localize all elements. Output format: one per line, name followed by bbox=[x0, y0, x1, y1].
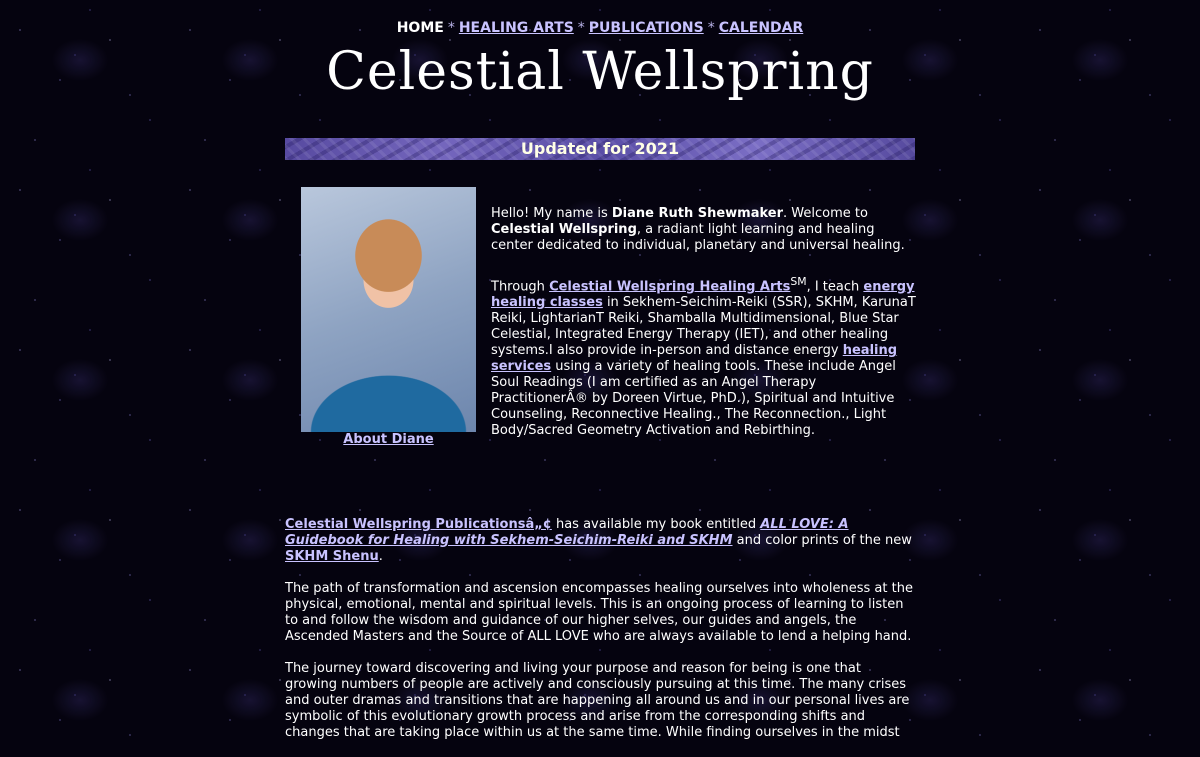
update-banner-text: Updated for 2021 bbox=[520, 139, 680, 158]
nav-calendar-link[interactable]: CALENDAR bbox=[718, 20, 804, 36]
publications-link[interactable]: Celestial Wellspring Publicationsâ„¢ bbox=[285, 517, 552, 532]
body-text: has available my book entitled bbox=[551, 517, 761, 532]
service-mark: SM bbox=[790, 275, 807, 288]
intro-text: . Welcome to bbox=[783, 206, 868, 221]
site-title: Celestial Wellspring bbox=[326, 42, 874, 102]
healing-services-link[interactable]: healing services bbox=[491, 343, 898, 375]
energy-healing-classes-link[interactable]: energy healing classes bbox=[491, 279, 915, 311]
author-name: Diane Ruth Shewmaker bbox=[611, 206, 784, 221]
intro-paragraph-1 bbox=[491, 206, 916, 254]
publications-paragraph bbox=[285, 517, 917, 565]
transformation-paragraph: The path of transformation and ascension encompasses healing ourselves into wholeness at the physical, emotional, mental and spiritual levels. This is an ongoing process of learning to listen to and follow the wisdom and guidance of our higher selves, our guides and angels, the Ascended Masters and the Source of ALL LOVE who are always available to lend a helping hand. bbox=[285, 581, 913, 644]
nav-healing-arts-link[interactable]: HEALING ARTS bbox=[458, 20, 574, 36]
body-text: and color prints of the new bbox=[732, 533, 912, 548]
intro-section bbox=[491, 206, 916, 459]
healing-arts-link[interactable]: Celestial Wellspring Healing Arts bbox=[549, 279, 791, 295]
intro-text: using a variety of healing tools. These include Angel Soul Readings (I am certified as an Angel Therapy PractitionerÂ® by Doreen Virtue, PhD.), Spiritual and Intuitive Counseling, Reconnective Healing., The Reconnection., Light Body/Sacred Geometry Activation and Rebirthing. bbox=[491, 359, 896, 439]
top-navigation bbox=[0, 20, 1200, 36]
intro-text: , a radiant light learning and healing center dedicated to individual, planetary and universal healing. bbox=[491, 222, 905, 253]
update-banner bbox=[285, 138, 915, 160]
main-content bbox=[285, 517, 917, 757]
nav-separator: * bbox=[577, 20, 585, 36]
book-title: ALL LOVE: A Guidebook for Healing with Sekhem-Seichim-Reiki and SKHM bbox=[285, 517, 849, 548]
nav-separator: * bbox=[447, 20, 455, 36]
nav-separator: * bbox=[707, 20, 715, 36]
about-diane-link[interactable]: About Diane bbox=[343, 432, 434, 447]
intro-text: Hello! My name is bbox=[491, 206, 612, 221]
intro-paragraph-2 bbox=[491, 274, 916, 439]
nav-home-link[interactable]: HOME bbox=[396, 20, 444, 36]
journey-paragraph: The journey toward discovering and living your purpose and reason for being is one that growing numbers of people are actively and consciously pursuing at this time. The many crises and outer dramas and transitions that are happening all around us and in our personal lives are symbolic of this evolutionary growth process and arise from the corresponding shifts and changes that are taking place within us at the same time. While finding ourselves in the midst bbox=[285, 661, 910, 740]
body-text: . bbox=[378, 549, 383, 564]
skhm-shenu-link[interactable]: SKHM Shenu bbox=[285, 549, 379, 564]
portrait-image bbox=[301, 187, 476, 432]
intro-text: Through bbox=[491, 279, 550, 295]
nav-publications-link[interactable]: PUBLICATIONS bbox=[588, 20, 704, 36]
intro-text: in Sekhem-Seichim-Reiki (SSR), SKHM, KarunaT Reiki, LightarianT Reiki, Shamballa Multidimensional, Blue Star Celestial, Integrated Energy Therapy (IET), and other healing systems.I also provide in-person and distance energy bbox=[491, 295, 916, 359]
site-name-mention: Celestial Wellspring bbox=[491, 222, 637, 237]
intro-text: , I teach bbox=[806, 279, 864, 295]
